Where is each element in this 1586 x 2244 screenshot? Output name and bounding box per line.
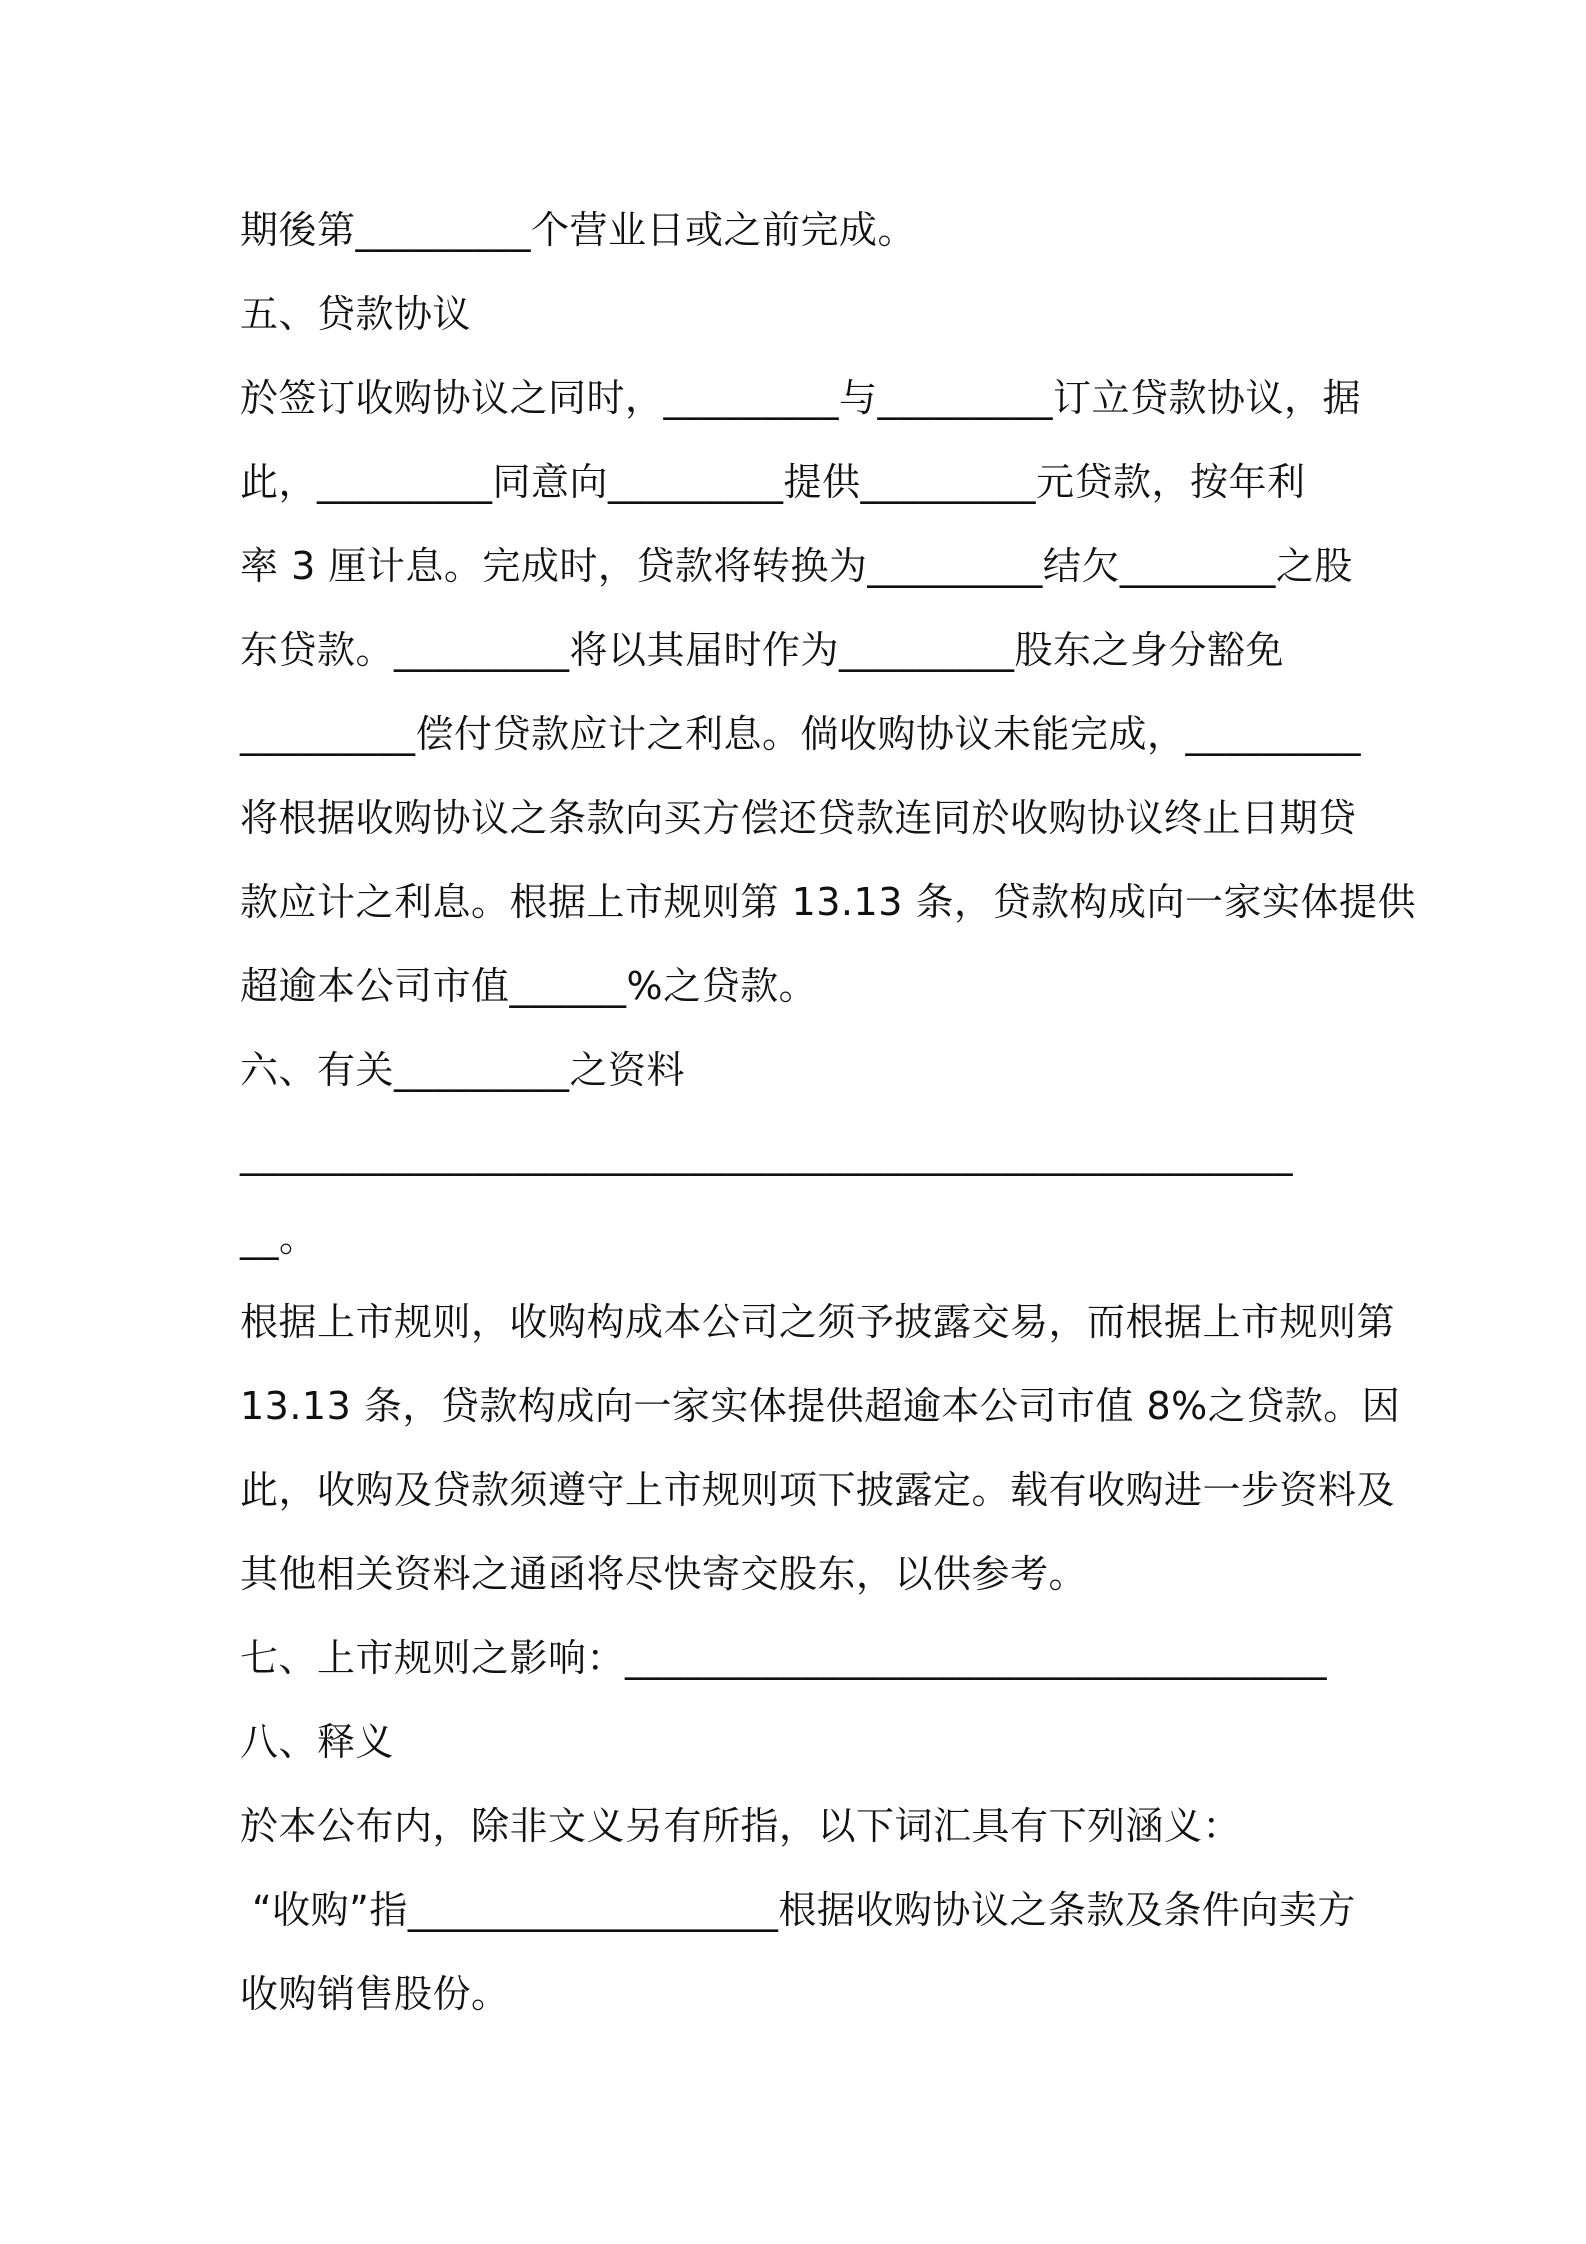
text-line-definition-acquisition-2: 收购销售股份。 — [240, 1972, 510, 2016]
text-line-loan-paragraph-1: 於签订收购协议之同时，_________与_________订立贷款协议，据 — [240, 376, 1362, 420]
text-line-loan-paragraph-7: 款应计之利息。根据上市规则第 13.13 条，贷款构成向一家实体提供 — [240, 880, 1416, 924]
text-line-loan-paragraph-2: 此，_________同意向_________提供_________元贷款，按年利 — [240, 460, 1306, 504]
text-line-loan-paragraph-3: 率 3 厘计息。完成时，贷款将转换为_________结欠________之股 — [240, 544, 1353, 588]
section-heading-definitions: 八、释义 — [240, 1720, 395, 1764]
section-heading-information: 六、有关_________之资料 — [240, 1048, 686, 1092]
text-line-loan-paragraph-4: 东贷款。_________将以其届时作为_________股东之身分豁免 — [240, 628, 1285, 672]
text-line-disclosure-1: 根据上市规则，收购构成本公司之须予披露交易，而根据上市规则第 — [240, 1300, 1396, 1344]
text-line-loan-paragraph-6: 将根据收购协议之条款向买方偿还贷款连同於收购协议终止日期贷 — [240, 796, 1357, 840]
section-heading-loan-agreement: 五、贷款协议 — [240, 292, 472, 336]
text-line-loan-paragraph-5: _________偿付贷款应计之利息。倘收购协议未能完成，_________ — [240, 712, 1362, 756]
text-line-period-completion: 期後第_________个营业日或之前完成。 — [240, 208, 917, 252]
text-line-loan-paragraph-8: 超逾本公司市值______%之贷款。 — [240, 964, 818, 1008]
text-line-definition-acquisition-1: “收购”指___________________根据收购协议之条款及条件向卖方 — [252, 1888, 1356, 1932]
section-heading-listing-rules-impact: 七、上市规则之影响：____________________________________ — [240, 1636, 1328, 1680]
text-line-disclosure-4: 其他相关资料之通函将尽快寄交股东，以供参考。 — [240, 1552, 1088, 1596]
text-line-blank-fill: ______________________________________________________ — [240, 1132, 1293, 1176]
text-line-blank-fill-end: __。 — [240, 1216, 318, 1260]
text-line-disclosure-3: 此，收购及贷款须遵守上市规则项下披露定。载有收购进一步资料及 — [240, 1468, 1396, 1512]
text-line-disclosure-2: 13.13 条，贷款构成向一家实体提供超逾本公司市值 8%之贷款。因 — [240, 1384, 1401, 1428]
text-line-definitions-intro: 於本公布内，除非文义另有所指，以下词汇具有下列涵义： — [240, 1804, 1242, 1848]
